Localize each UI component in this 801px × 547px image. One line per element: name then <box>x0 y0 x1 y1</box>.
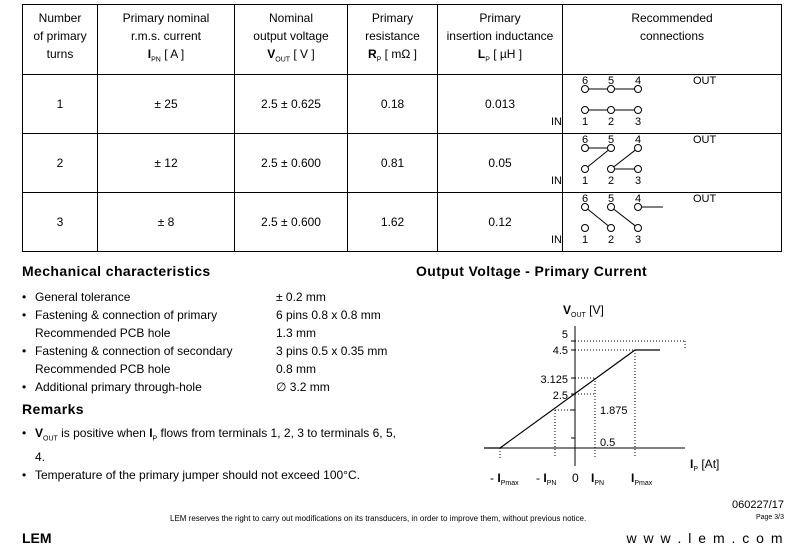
cell-resistance: 1.62 <box>348 193 438 252</box>
list-item: • $V_{OUT}$ is positive when $I_P$ flows from terminals 1, 2, 3 to terminals 6, 5, 4. <box>22 426 396 465</box>
pin-3-label: 3 <box>635 116 642 128</box>
header-current: Primary nominal r.m.s. current $I_{PN}$ [ A ] <box>98 5 235 75</box>
table-header-row <box>23 5 782 75</box>
cell-current: ± 8 <box>98 193 235 252</box>
pin-4-label: 4 <box>635 75 642 87</box>
pin-4-label: 4 <box>635 193 642 205</box>
page-number: Page 3/3 <box>755 514 784 521</box>
brand-logo-text: LEM <box>22 530 52 546</box>
xtick-neg-ipn: - $I_{PN}$ <box>536 471 557 487</box>
out-label: OUT <box>693 75 717 87</box>
cell-inductance: 0.05 <box>438 134 563 193</box>
pin-5-label: 5 <box>608 134 615 146</box>
xtick-ipmax: $I_{Pmax}$ <box>631 471 653 487</box>
ytick-2-5: 2.5 <box>552 390 568 402</box>
pin-4-label: 4 <box>635 134 642 146</box>
header-connections: Recommended connections <box>563 5 782 75</box>
list-item: • Temperature of the primary jumper should not exceed 100°C. <box>22 468 360 483</box>
list-item: • Fastening & connection of secondary 3 pins 0.5 x 0.35 mm <box>22 344 388 358</box>
pin-3-label: 3 <box>635 234 642 246</box>
ytick-3-125: 3.125 <box>540 374 568 386</box>
cell-current: ± 25 <box>98 75 235 134</box>
xtick-zero: 0 <box>572 471 579 485</box>
remarks-title: Remarks <box>22 401 84 417</box>
cell-inductance: 0.013 <box>438 75 563 134</box>
in-label: IN <box>551 234 562 246</box>
connection-diagram-svg <box>551 134 781 192</box>
connection-diagram-3-turns <box>551 193 782 252</box>
pin-6-label: 6 <box>582 193 589 205</box>
pin-5-label: 5 <box>608 193 615 205</box>
table-row <box>23 193 782 252</box>
header-inductance: Primary insertion inductance $L_P$ [ µH ] <box>438 5 563 75</box>
pin-2-label: 2 <box>608 116 615 128</box>
ytick-5: 5 <box>561 329 568 341</box>
pin-6-label: 6 <box>582 134 589 146</box>
list-item: • Fastening & connection of primary 6 pins 0.8 x 0.8 mm <box>22 308 381 322</box>
pin-5-label: 5 <box>608 75 615 87</box>
header-turns: Number of primary turns <box>23 5 98 75</box>
cell-voltage: 2.5 ± 0.600 <box>235 193 348 252</box>
bullet-icon: • <box>22 380 27 394</box>
cell-resistance: 0.18 <box>348 75 438 134</box>
in-label: IN <box>551 175 562 187</box>
output-voltage-graph <box>470 298 770 493</box>
list-item: • Additional primary through-hole ∅ 3.2 mm <box>22 380 330 394</box>
header-voltage: Nominal output voltage $V_{OUT}$ [ V ] <box>235 5 348 75</box>
bullet-icon: • <box>22 290 27 304</box>
ytick-4-5: 4.5 <box>552 345 568 357</box>
bullet-icon: • <box>22 308 27 322</box>
table-row <box>23 75 782 134</box>
list-item: Recommended PCB hole 1.3 mm <box>35 326 317 340</box>
website-link[interactable]: w w w . l e m . c o m <box>626 530 784 546</box>
document-code: 060227/17 <box>732 499 784 511</box>
xtick-ipn: $I_{PN}$ <box>591 471 605 487</box>
connection-diagram-svg <box>551 193 781 251</box>
cell-turns: 1 <box>23 75 98 134</box>
cell-turns: 2 <box>23 134 98 193</box>
pin-1-label: 1 <box>582 234 589 246</box>
table-row <box>23 134 782 193</box>
pin-2-label: 2 <box>608 234 615 246</box>
pin-2-label: 2 <box>608 175 615 187</box>
voltage-current-curve <box>484 350 660 448</box>
remarks-list <box>22 424 402 484</box>
cell-voltage: 2.5 ± 0.600 <box>235 134 348 193</box>
mechanical-title: Mechanical characteristics <box>22 263 211 279</box>
y-axis-label: $V_{OUT}$ [V] <box>563 303 604 319</box>
out-label: OUT <box>693 193 717 205</box>
cell-turns: 3 <box>23 193 98 252</box>
list-item: Recommended PCB hole 0.8 mm <box>35 362 317 376</box>
header-resistance: Primary resistance $R_P$ [ mΩ ] <box>348 5 438 75</box>
xtick-neg-ipmax: - $I_{Pmax}$ <box>490 471 519 487</box>
connection-diagram-svg <box>551 75 781 133</box>
specifications-table <box>22 4 782 252</box>
annotation-0-5: 0.5 <box>600 437 616 449</box>
cell-voltage: 2.5 ± 0.625 <box>235 75 348 134</box>
disclaimer: LEM reserves the right to carry out modifications on its transducers, in order to improve them, without previous notice. <box>170 514 587 523</box>
pin-3-label: 3 <box>635 175 642 187</box>
annotation-1-875: 1.875 <box>600 405 628 417</box>
list-item: • General tolerance ± 0.2 mm <box>22 290 326 304</box>
pin-1-label: 1 <box>582 116 589 128</box>
x-axis-label: $I_P$ [At] <box>690 457 720 473</box>
bullet-icon: • <box>22 468 27 483</box>
mechanical-list <box>22 288 402 396</box>
bullet-icon: • <box>22 344 27 358</box>
bullet-icon: • <box>22 426 27 440</box>
out-label: OUT <box>693 134 717 146</box>
graph-title: Output Voltage - Primary Current <box>416 263 648 279</box>
pin-1-label: 1 <box>582 175 589 187</box>
cell-current: ± 12 <box>98 134 235 193</box>
pin-6-label: 6 <box>582 75 589 87</box>
in-label: IN <box>551 116 562 128</box>
cell-inductance: 0.12 <box>438 193 563 252</box>
connection-diagram-1-turn <box>551 75 782 134</box>
cell-resistance: 0.81 <box>348 134 438 193</box>
connection-diagram-2-turns <box>551 134 782 193</box>
